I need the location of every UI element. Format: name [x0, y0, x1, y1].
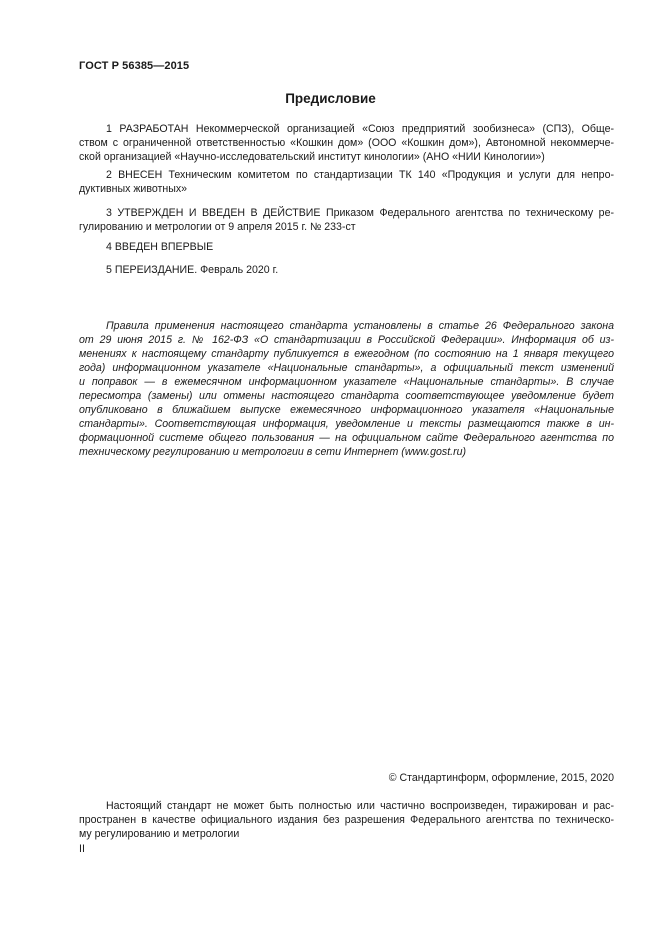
- text-line: техническому регулированию и метрологии в сети Интернет (www.gost.ru): [79, 446, 467, 458]
- text-line: пересмотра (замены) или отмены настоящего стандарта соответствующее уведомление будет: [79, 390, 614, 402]
- text-line: Настоящий стандарт не может быть полностью или частично воспроизведен, тиражирован и рас-: [106, 800, 614, 812]
- rights-notice: [79, 799, 614, 841]
- text-line: дуктивных животных»: [79, 183, 188, 195]
- text-line: года) информационном указателе «Национальные стандарты», а официальный текст изменений: [79, 362, 614, 374]
- page-title: Предисловие: [285, 91, 376, 106]
- foreword-item-4: [79, 240, 614, 254]
- page-number: II: [79, 843, 85, 855]
- text-line: формационной системе общего пользования — на официальном сайте Федерального агентства по: [79, 432, 614, 444]
- text-line: 4 ВВЕДЕН ВПЕРВЫЕ: [106, 241, 214, 253]
- foreword-item-3: [79, 206, 614, 234]
- text-line: ской организацией «Научно-исследовательский институт кинологии» (АНО «НИИ Кинологии»): [79, 151, 545, 163]
- foreword-item-1: [79, 122, 614, 164]
- text-line: му регулированию и метрологии: [79, 828, 240, 840]
- text-line: 3 УТВЕРЖДЕН И ВВЕДЕН В ДЕЙСТВИЕ Приказом Федерального агентства по техническому ре-: [106, 207, 614, 219]
- text-line: Правила применения настоящего стандарта установлены в статье 26 Федерального закона: [106, 320, 614, 332]
- text-line: опубликовано в ближайшем выпуске ежемесячного информационного указателя «Национальные: [79, 404, 614, 416]
- application-notice: [79, 319, 614, 459]
- text-line: пространен в качестве официального издания без разрешения Федерального агентства по техническо-: [79, 814, 614, 826]
- text-line: гулированию и метрологии от 9 апреля 2015 г. № 233-ст: [79, 221, 356, 233]
- text-line: 1 РАЗРАБОТАН Некоммерческой организацией «Союз предприятий зообизнеса» (СПЗ), Обще-: [106, 123, 614, 135]
- text-line: менениях к настоящему стандарту публикуется в ежегодном (по состоянию на 1 января текущего: [79, 348, 614, 360]
- foreword-item-5: [79, 263, 614, 277]
- text-line: стандарты». Соответствующая информация, уведомление и тексты размещаются также в ин-: [79, 418, 614, 430]
- document-code: ГОСТ Р 56385—2015: [79, 60, 190, 72]
- text-line: 5 ПЕРЕИЗДАНИЕ. Февраль 2020 г.: [106, 264, 279, 276]
- foreword-item-2: [79, 168, 614, 196]
- text-line: и поправок — в ежемесячном информационном указателе «Национальные стандарты». В случае: [79, 376, 614, 388]
- text-line: от 29 июня 2015 г. № 162-ФЗ «О стандартизации в Российской Федерации». Информация об из-: [79, 334, 614, 346]
- text-line: ством с ограниченной ответственностью «Кошкин дом» (ООО «Кошкин дом»), Автономной некоммерче-: [79, 137, 614, 149]
- copyright-notice: © Стандартинформ, оформление, 2015, 2020: [388, 772, 614, 784]
- text-line: 2 ВНЕСЕН Техническим комитетом по стандартизации ТК 140 «Продукция и услуги для непро-: [106, 169, 614, 181]
